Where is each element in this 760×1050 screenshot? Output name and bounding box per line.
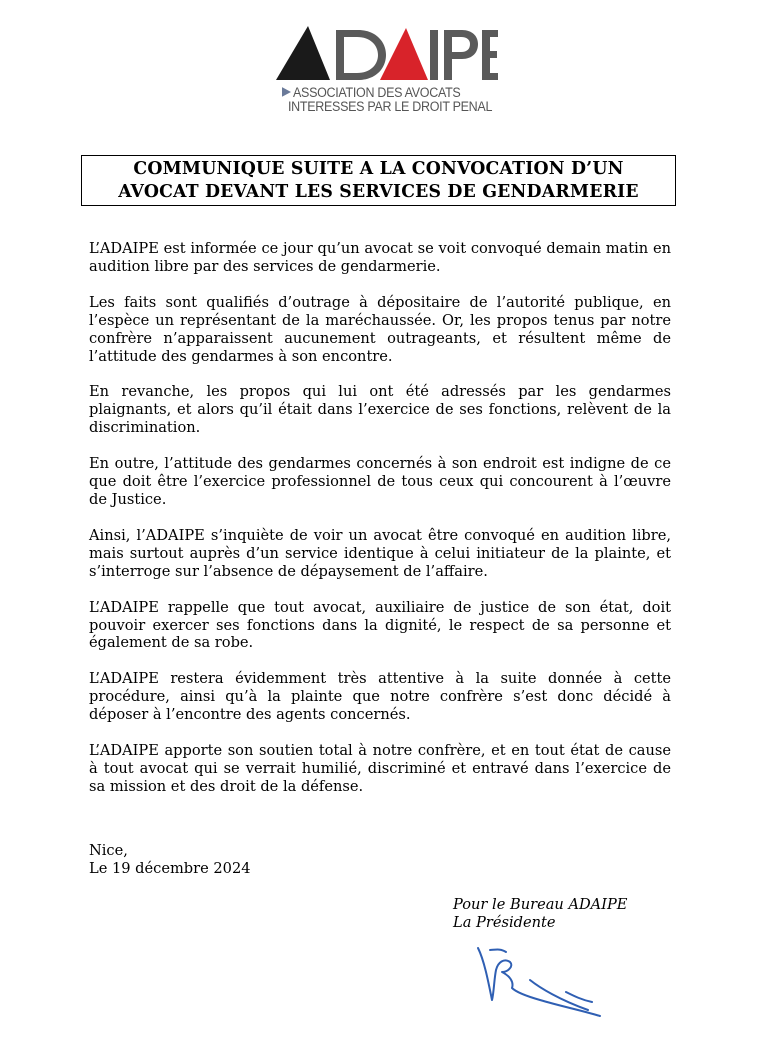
paragraph: Les faits sont qualifiés d’outrage à dépositaire de l’autorité publique, en l’espèce un représentant de la maréchaussée. Or, les propos tenus par notre confrère n’apparaissent aucunement outrageants, et résultent même de l’attitude des gendarmes à son encontre. <box>89 293 671 365</box>
signatory-line1: Pour le Bureau ADAIPE <box>453 896 628 913</box>
communique-title <box>81 155 676 206</box>
place-and-date <box>89 842 251 878</box>
paragraph: L’ADAIPE rappelle que tout avocat, auxiliaire de justice de son état, doit pouvoir exercer ses fonctions dans la dignité, le respect de sa personne et également de sa robe. <box>89 598 671 652</box>
paragraph: L’ADAIPE apporte son soutien total à notre confrère, et en tout état de cause à tout avocat qui se verrait humilié, discriminé et entravé dans l’exercice de sa mission et des droit de la défense. <box>89 742 671 795</box>
date: Le 19 décembre 2024 <box>89 860 251 877</box>
paragraph: En outre, l’attitude des gendarmes concernés à son endroit est indigne de ce que doit être l’exercice professionnel de tous ceux qui concourent à l’œuvre de Justice. <box>89 455 671 508</box>
paragraph: En revanche, les propos qui lui ont été adressés par les gendarmes plaignants, et alors qu’il était dans l’exercice de ses fonctions, relèvent de la discrimination. <box>89 383 671 437</box>
logo-subtitle-line1: ASSOCIATION DES AVOCATS <box>282 86 502 100</box>
play-arrow-icon <box>282 87 291 97</box>
adaipe-logo <box>268 22 498 122</box>
title-line2: AVOCAT DEVANT LES SERVICES DE GENDARMERIE <box>118 181 639 202</box>
logo-subtitle-line2: INTERESSES PAR LE DROIT PENAL <box>288 98 493 115</box>
paragraph: L’ADAIPE restera évidemment très attentive à la suite donnée à cette procédure, ainsi qu’à la plainte que notre confrère s’est donc décidé à déposer à l’encontre des agents concernés. <box>89 670 671 724</box>
logo-subtitle <box>282 86 502 114</box>
communique-body <box>89 240 671 814</box>
signatory-block <box>453 896 627 932</box>
adaipe-logo-mark <box>268 22 498 82</box>
signatory-line2: La Présidente <box>453 914 556 931</box>
paragraph: L’ADAIPE est informée ce jour qu’un avocat se voit convoqué demain matin en audition libre par des services de gendarmerie. <box>89 240 671 275</box>
paragraph: Ainsi, l’ADAIPE s’inquiète de voir un avocat être convoqué en audition libre, mais surtout auprès d’un service identique à celui initiateur de la plainte, et s’interroge sur l’absence de dépaysement de l’affaire. <box>89 526 671 580</box>
handwritten-signature <box>470 940 610 1020</box>
place: Nice, <box>89 842 128 859</box>
title-line1: COMMUNIQUE SUITE A LA CONVOCATION D’UN <box>133 158 624 179</box>
